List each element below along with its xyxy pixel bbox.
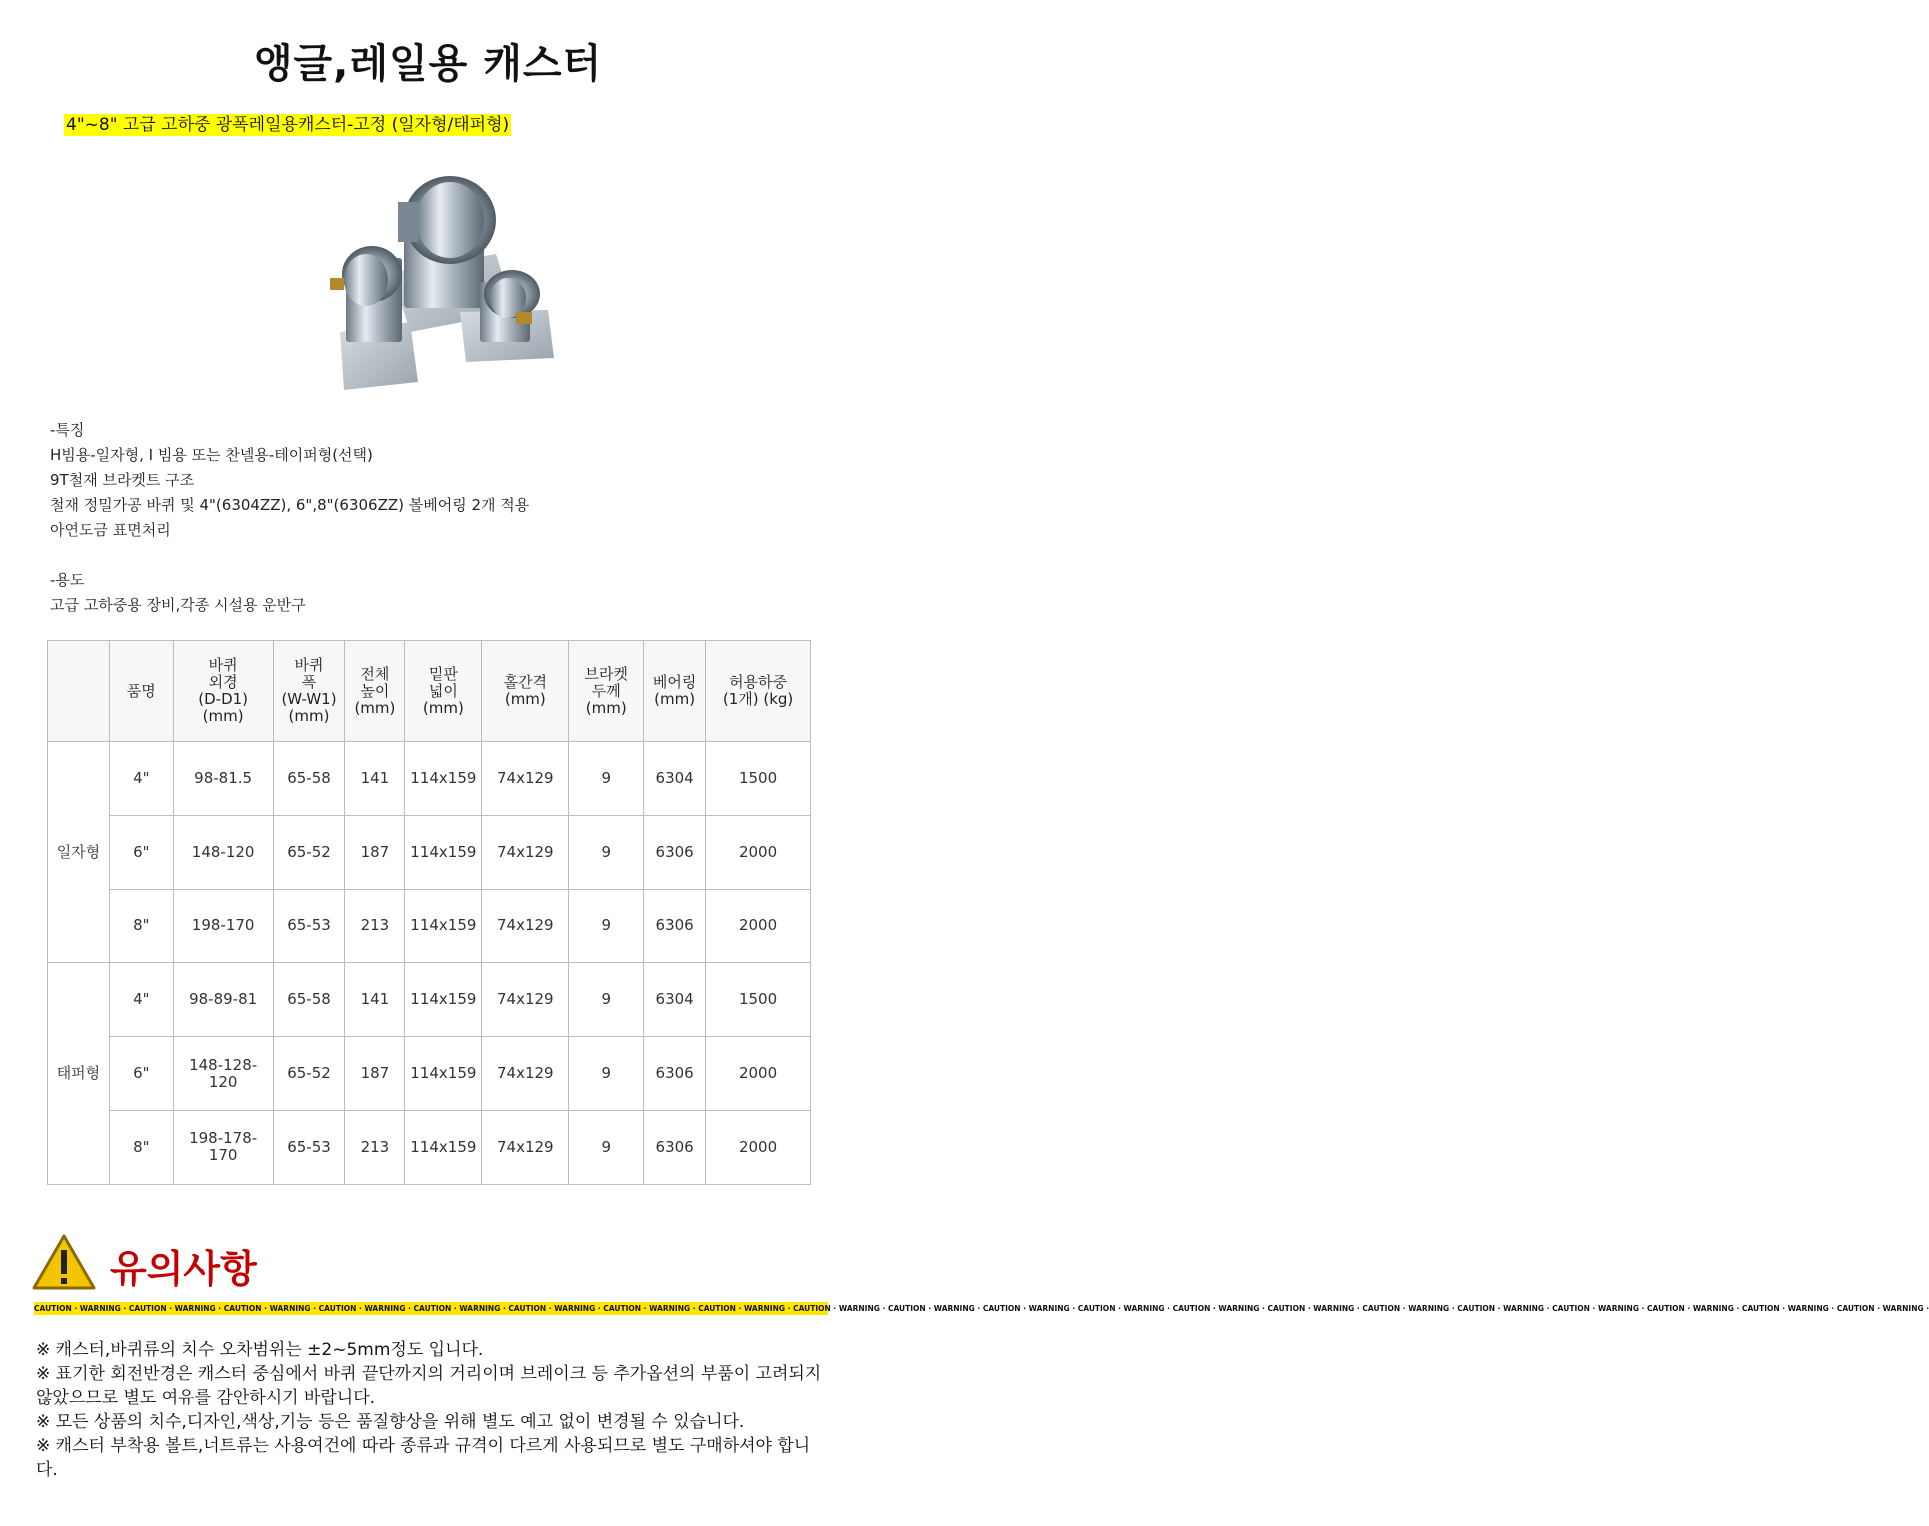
table-cell: 198-178- 170 [173,1110,273,1184]
feature-line: 철재 정밀가공 바퀴 및 4"(6304ZZ), 6",8"(6306ZZ) 볼베어링 2개 적용 [50,496,530,514]
table-cell: 141 [345,963,405,1037]
product-photo [300,162,590,394]
feature-line: 아연도금 표면처리 [50,521,171,539]
table-cell: 9 [569,963,644,1037]
spec-table-header-row [48,641,811,742]
table-cell: 2000 [706,889,811,963]
usage-line: 고급 고하중용 장비,각종 시설용 운반구 [50,596,306,614]
spec-table-header-cell: 홀간격 (mm) [482,641,569,742]
features-section [50,418,529,618]
table-cell: 65-53 [273,1110,345,1184]
table-cell: 6306 [644,889,706,963]
table-cell: 98-81.5 [173,742,273,816]
table-cell: 9 [569,742,644,816]
table-cell: 1500 [706,742,811,816]
table-cell: 65-58 [273,742,345,816]
table-cell: 74x129 [482,742,569,816]
spec-table-header-cell: 밑판 넓이 (mm) [405,641,482,742]
features-heading: -특징 [50,421,85,439]
table-cell: 6304 [644,963,706,1037]
table-cell: 6306 [644,1110,706,1184]
table-cell: 6304 [644,742,706,816]
table-cell: 2000 [706,1037,811,1111]
table-cell: 148-120 [173,815,273,889]
table-cell: 114x159 [405,1037,482,1111]
table-cell: 65-52 [273,815,345,889]
table-cell: 6" [109,815,173,889]
spec-table-header-cell: 허용하중 (1개) (kg) [706,641,811,742]
table-cell: 98-89-81 [173,963,273,1037]
spec-table-header-cell: 바퀴 외경 (D-D1) (mm) [173,641,273,742]
page-title: 앵글,레일용 캐스터 [253,41,603,87]
caution-note: ※ 모든 상품의 치수,디자인,색상,기능 등은 품질향상을 위해 별도 예고 없이 변경될 수 있습니다. [36,1412,745,1432]
table-cell: 114x159 [405,815,482,889]
caution-note: ※ 캐스터 부착용 볼트,너트류는 사용여건에 따라 종류과 규격이 다르게 사용되므로 별도 구매하셔야 합니다. [36,1436,811,1480]
table-cell: 141 [345,742,405,816]
table-cell: 74x129 [482,963,569,1037]
feature-line: 9T철재 브라켓트 구조 [50,471,195,489]
spec-table-header-cell: 바퀴 폭 (W-W1) (mm) [273,641,345,742]
table-row [48,963,811,1037]
table-cell: 9 [569,1037,644,1111]
table-cell: 114x159 [405,1110,482,1184]
caution-notes [36,1338,826,1482]
table-row [48,1037,811,1111]
table-row [48,815,811,889]
table-cell: 114x159 [405,963,482,1037]
table-cell: 2000 [706,1110,811,1184]
spec-group-label: 태퍼형 [48,963,110,1184]
spec-table [47,640,811,1185]
table-cell: 114x159 [405,889,482,963]
table-cell: 148-128- 120 [173,1037,273,1111]
usage-heading: -용도 [50,571,85,589]
caution-title: 유의사항 [110,1247,257,1291]
table-cell: 65-58 [273,963,345,1037]
table-cell: 4" [109,742,173,816]
table-cell: 65-53 [273,889,345,963]
spec-table-header-cell [48,641,110,742]
table-cell: 114x159 [405,742,482,816]
table-cell: 8" [109,1110,173,1184]
table-cell: 6" [109,1037,173,1111]
table-cell: 9 [569,815,644,889]
table-cell: 187 [345,815,405,889]
table-cell: 65-52 [273,1037,345,1111]
table-cell: 6306 [644,1037,706,1111]
caution-note: ※ 캐스터,바퀴류의 치수 오차범위는 ±2~5mm정도 입니다. [36,1340,484,1360]
spec-group-label: 일자형 [48,742,110,963]
table-cell: 6306 [644,815,706,889]
table-cell: 1500 [706,963,811,1037]
table-cell: 213 [345,889,405,963]
table-cell: 9 [569,889,644,963]
table-cell: 74x129 [482,889,569,963]
table-cell: 74x129 [482,815,569,889]
table-cell: 8" [109,889,173,963]
table-cell: 187 [345,1037,405,1111]
spec-table-header-cell: 전체 높이 (mm) [345,641,405,742]
table-cell: 198-170 [173,889,273,963]
table-row [48,889,811,963]
caution-tape: CAUTION · WARNING · CAUTION · WARNING · CAUTION · WARNING · CAUTION · WARNING · CAUTION · WARNING · CAUTION · WARNING · CAUTION · WARNING · CAUTION · WARNING · CAUTION · WARNING · CAUTION · WARNING · CAUTION · WARNING · CAUTION · WARNING · CAUTION · WARNING · CAUTION · WARNING · CAUTION · WARNING · CAUTION · WARNING · CAUTION · WARNING · CAUTION · WARNING · CAUTION · WARNING · CAUTION · WARNING · [34,1304,1929,1313]
table-cell: 74x129 [482,1037,569,1111]
spec-table-header-cell: 베어링 (mm) [644,641,706,742]
table-row [48,742,811,816]
product-subtitle: 4"~8" 고급 고하중 광폭레일용캐스터-고정 (일자형/태퍼형) [66,115,510,135]
spec-table-header-cell: 브라켓 두께 (mm) [569,641,644,742]
table-cell: 213 [345,1110,405,1184]
table-cell: 2000 [706,815,811,889]
table-cell: 74x129 [482,1110,569,1184]
table-cell: 9 [569,1110,644,1184]
feature-line: H빔용-일자형, I 빔용 또는 찬넬용-테이퍼형(선택) [50,446,373,464]
spec-table-header-cell: 품명 [109,641,173,742]
table-cell: 4" [109,963,173,1037]
table-row [48,1110,811,1184]
caution-note: ※ 표기한 회전반경은 캐스터 중심에서 바퀴 끝단까지의 거리이며 브레이크 등 추가옵션의 부품이 고려되지 않았으므로 별도 여유를 감안하시기 바랍니다. [36,1364,822,1408]
